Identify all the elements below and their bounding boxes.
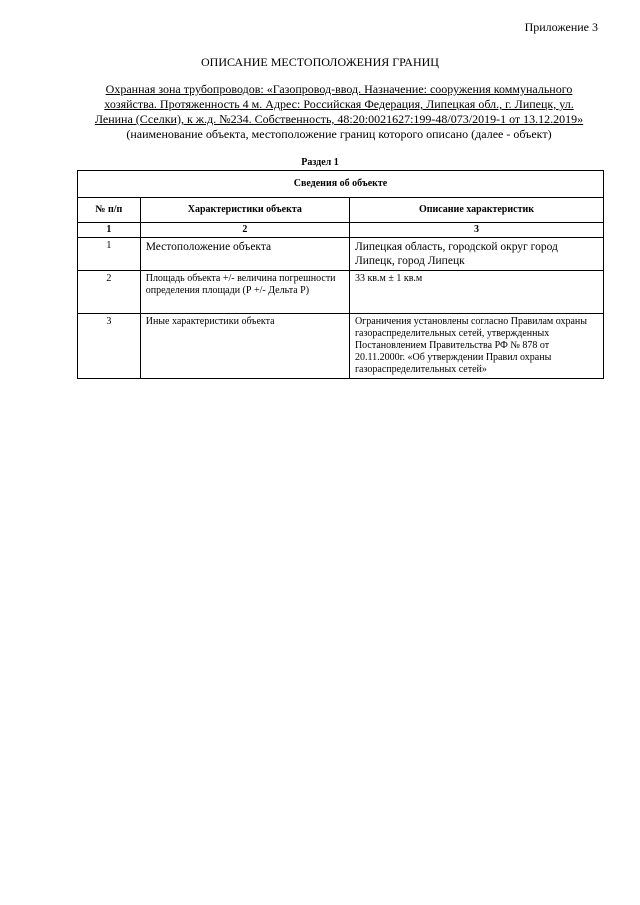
table-row: [78, 314, 604, 379]
row-characteristic: Местоположение объекта: [140, 238, 349, 271]
col-number-3: 3: [349, 223, 603, 238]
col-number-1: 1: [78, 223, 141, 238]
table-title-row: [78, 171, 604, 198]
object-description: [74, 82, 604, 142]
table-row: [78, 271, 604, 314]
row-characteristic: Иные характеристики объекта: [140, 314, 349, 379]
row-number: 2: [78, 271, 141, 314]
row-characteristic: Площадь объекта +/- величина погрешности определения площади (Р +/- Дельта Р): [140, 271, 349, 314]
object-line-2: хозяйства. Протяженность 4 м. Адрес: Российская Федерация, Липецкая обл., г. Липецк, ул.: [104, 97, 574, 111]
row-number: 1: [78, 238, 141, 271]
header-characteristic: Характеристики объекта: [140, 198, 349, 223]
row-description: 33 кв.м ± 1 кв.м: [349, 271, 603, 314]
object-info-table: [77, 170, 604, 379]
row-number: 3: [78, 314, 141, 379]
table-header-row: [78, 198, 604, 223]
table-title: Сведения об объекте: [78, 171, 604, 198]
appendix-label: Приложение 3: [524, 20, 598, 34]
row-description: Ограничения установлены согласно Правилам охраны газораспределительных сетей, утвержденных Постановлением Правительства РФ № 878 от 20.11.2000г. «Об утверждении Правил охраны газораспределительных сетей»: [349, 314, 603, 379]
col-number-2: 2: [140, 223, 349, 238]
header-num: № п/п: [78, 198, 141, 223]
section-label: Раздел 1: [301, 157, 339, 168]
document-title: ОПИСАНИЕ МЕСТОПОЛОЖЕНИЯ ГРАНИЦ: [201, 55, 439, 69]
object-caption: (наименование объекта, местоположение границ которого описано (далее - объект): [126, 127, 552, 141]
header-description: Описание характеристик: [349, 198, 603, 223]
row-description: Липецкая область, городской округ город Липецк, город Липецк: [349, 238, 603, 271]
object-line-3: Ленина (Сселки), к ж.д. №234. Собственность, 48:20:0021627:199-48/073/2019-1 от 13.12.2019»: [94, 112, 584, 126]
column-numbers-row: [78, 223, 604, 238]
table-row: [78, 238, 604, 271]
object-line-1: Охранная зона трубопроводов: «Газопровод-ввод. Назначение: сооружения коммунального: [105, 82, 573, 96]
